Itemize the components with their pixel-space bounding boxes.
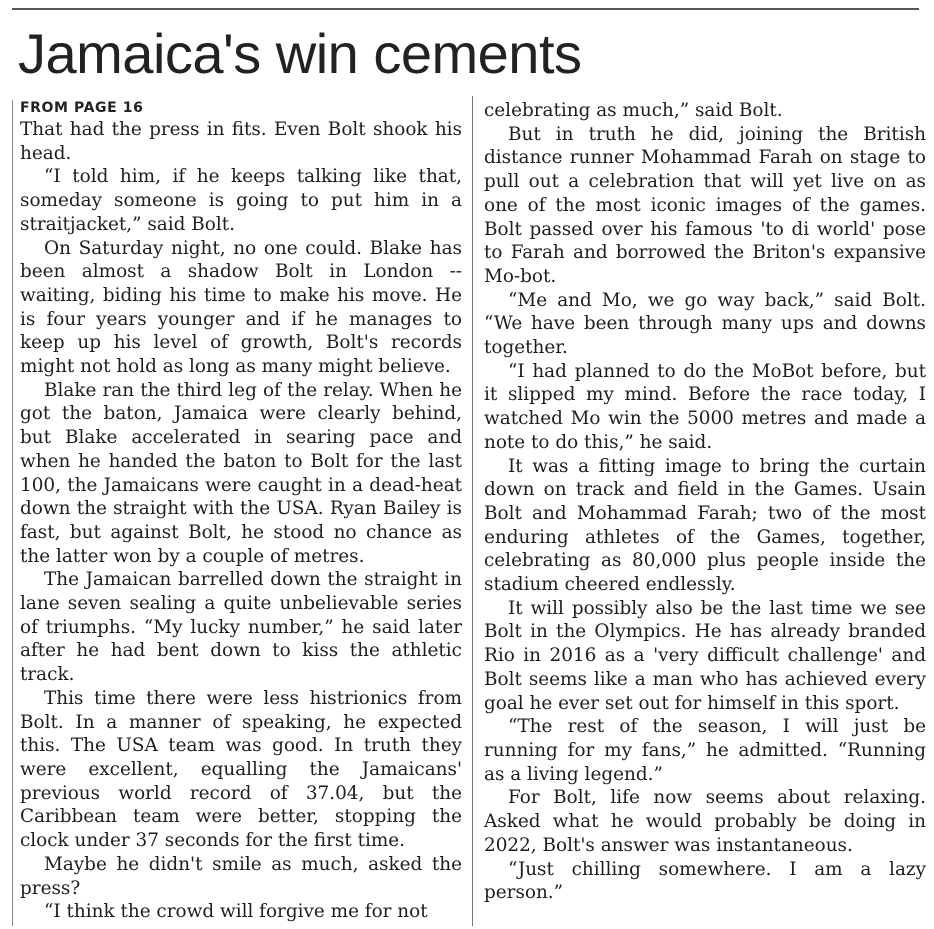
paragraph: For Bolt, life now seems about relaxing. Asked what he would probably be doing in 2022, Bolt's answer was instantaneous. — [484, 787, 926, 856]
headline: Jamaica's win cements — [18, 22, 582, 85]
paragraph: That had the press in fits. Even Bolt shook his head. — [20, 119, 462, 164]
article-column-right — [484, 99, 926, 905]
paragraph: It will possibly also be the last time we see Bolt in the Olympics. He has already branded Rio in 2016 as a 'very difficult challenge' and Bolt seems like a man who has achieved every goal he ever set out for himself in this sport. — [484, 597, 926, 714]
paragraph: “Me and Mo, we go way back,” said Bolt. “We have been through many ups and downs together. — [484, 289, 926, 359]
paragraph: It was a fitting image to bring the curtain down on track and field in the Games. Usain Bolt and Mohammad Farah; two of the most enduring athletes of the Games, together, celebrating as 80,000 plus people inside the stadium cheered endlessly. — [484, 455, 926, 596]
left-edge-rule — [12, 100, 13, 926]
paragraph: “The rest of the season, I will just be running for my fans,” he admitted. “Running as a living legend.” — [484, 716, 926, 785]
paragraph: celebrating as much,” said Bolt. — [484, 100, 783, 121]
article-column-left — [20, 96, 462, 924]
paragraph: This time there were less histrionics from Bolt. In a manner of speaking, he expected this. The USA team was good. In truth they were excellent, equalling the Jamaicans' previous world record of 37.04, but the Caribbean team were better, stopping the clock under 37 seconds for the first time. — [20, 687, 462, 852]
paragraph: Blake ran the third leg of the relay. When he got the baton, Jamaica were clearly behind, but Blake accelerated in searing pace and when he handed the baton to Bolt for the last 100, the Jamaicans were caught in a dead-heat down the straight with the USA. Ryan Bailey is fast, but against Bolt, he stood no chance as the latter won by a couple of metres. — [20, 379, 462, 567]
paragraph: Maybe he didn't smile as much, asked the press? — [20, 853, 462, 899]
paragraph: “Just chilling somewhere. I am a lazy person.” — [484, 858, 926, 904]
column-divider — [472, 96, 473, 926]
paragraph: “I told him, if he keeps talking like that, someday someone is going to put him in a straitjacket,” said Bolt. — [20, 166, 462, 235]
paragraph: “I think the crowd will forgive me for not — [44, 901, 428, 923]
paragraph: “I had planned to do the MoBot before, but it slipped my mind. Before the race today, I watched Mo win the 5000 metres and made a note to do this,” he said. — [484, 360, 926, 453]
paragraph: On Saturday night, no one could. Blake has been almost a shadow Bolt in London -- waiting, biding his time to make his move. He is four years younger and if he manages to keep up his level of growth, Bolt's records might not hold as long as many might believe. — [20, 237, 462, 378]
top-rule — [12, 8, 919, 10]
paragraph: But in truth he did, joining the British distance runner Mohammad Farah on stage to pull out a celebration that will yet live on as one of the most iconic images of the games. Bolt passed over his famous 'to di world' pose to Farah and borrowed the Briton's expansive Mo-bot. — [484, 123, 926, 287]
jump-line: FROM PAGE 16 — [20, 100, 144, 116]
paragraph: The Jamaican barrelled down the straight in lane seven sealing a quite unbelievable series of triumphs. “My lucky number,” he said later after he had bent down to kiss the athletic track. — [20, 569, 462, 686]
